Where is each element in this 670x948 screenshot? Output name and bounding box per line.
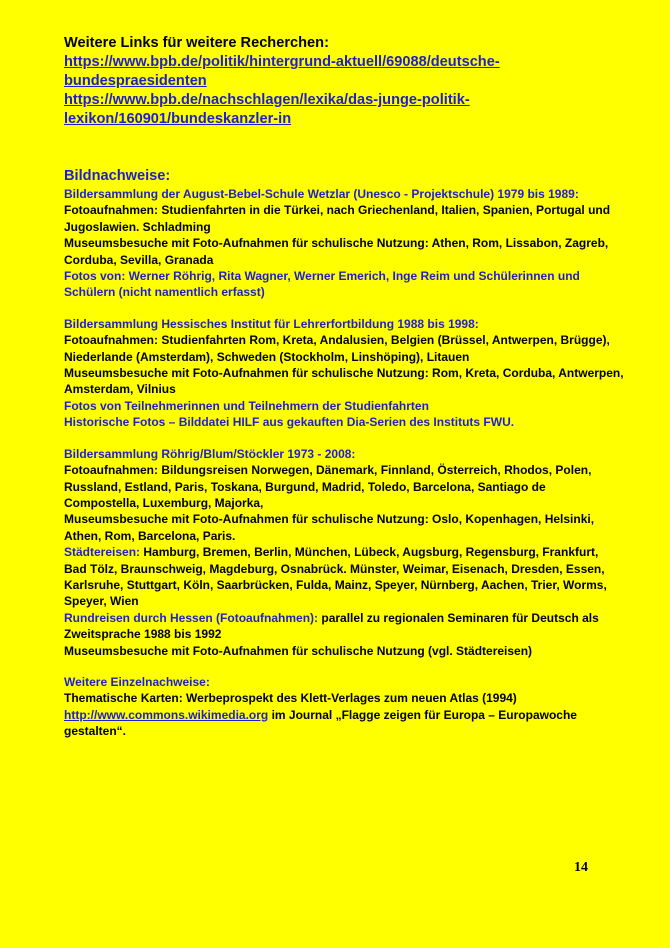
credits-paragraph [64,268,624,301]
link-line: lexikon/160901/bundeskanzler-in [64,111,292,127]
links-section [64,34,624,129]
credits-label: Städtereisen: [64,545,141,560]
credits-block-wetzlar [64,186,624,301]
credits-text: parallel zu regionalen Seminaren für Deutsch als Zweitsprache 1988 bis 1992 [64,610,599,642]
page-number: 14 [574,860,588,875]
credits-label: Rundreisen durch Hessen (Fotoaufnahmen): [64,610,319,625]
document-page [64,34,624,740]
credits-label: Fotos von: [64,269,126,284]
credits-paragraph [64,707,624,740]
credits-block-title: Bildersammlung Hessisches Institut für Lehrerfortbildung 1988 bis 1998: [64,316,479,331]
credits-block-further [64,674,624,740]
credits-paragraph: Fotoaufnahmen: Studienfahrten Rom, Kreta, Andalusien, Belgien (Brüssel, Antwerpen, Brügge), Niederlande (Amsterdam), Schweden (Stockholm, Linshöping), Litauen [64,333,610,364]
credits-block-roehrig [64,446,624,659]
credits-paragraph [64,610,624,643]
credits-text: Hamburg, Bremen, Berlin, München, Lübeck, Augsburg, Regensburg, Frankfurt, Bad Tölz, Braunschweig, Magdeburg, Osnabrück. Münster, Weimar, Eisenach, Dresden, Essen, Karlsruhe, Stuttgart, Köln, Saarbrücken, Fulda, Mainz, Speyer, Nürnberg, Aachen, Trier, Worms, Speyer, Wien [64,545,607,609]
credits-block-title: Bildersammlung der August-Bebel-Schule Wetzlar (Unesco - Projektschule) 1979 bis 1989: [64,187,579,201]
credits-text: im Journal „Flagge zeigen für Europa – Europawoche gestalten“. [64,707,577,739]
credits-names: Werner Röhrig, Rita Wagner, Werner Emerich, Inge Reim und Schülerinnen und Schülern (nicht namentlich erfasst) [64,269,580,300]
link-line: bundespraesidenten [64,73,207,89]
credits-paragraph: Museumsbesuche mit Foto-Aufnahmen für schulische Nutzung: Oslo, Kopenhagen, Helsinki, Athen, Rom, Barcelona, Paris. [64,512,595,543]
bpb-bundeskanzler-link[interactable] [64,91,624,129]
credits-heading: Bildnachweise: [64,168,171,184]
wikimedia-commons-link[interactable]: http://www.commons.wikimedia.org [64,707,269,722]
credits-paragraph: Historische Fotos – Bilddatei HILF aus gekauften Dia-Serien des Instituts FWU. [64,415,515,430]
credits-paragraph: Fotoaufnahmen: Studienfahrten in die Türkei, nach Griechenland, Italien, Spanien, Portugal und Jugoslawien. Schladming [64,203,611,234]
credits-paragraph: Fotos von Teilnehmerinnen und Teilnehmern der Studienfahrten [64,398,429,413]
link-line: https://www.bpb.de/politik/hintergrund-aktuell/69088/deutsche- [64,54,500,70]
bpb-bundespraesidenten-link[interactable] [64,53,624,91]
credits-block-hilf [64,316,624,431]
credits-paragraph: Thematische Karten: Werbeprospekt des Klett-Verlages zum neuen Atlas (1994) [64,691,517,706]
credits-block-title: Weitere Einzelnachweise: [64,674,210,689]
credits-block-title: Bildersammlung Röhrig/Blum/Stöckler 1973 - 2008: [64,446,356,461]
credits-paragraph: Museumsbesuche mit Foto-Aufnahmen für schulische Nutzung (vgl. Städtereisen) [64,643,533,658]
credits-paragraph: Museumsbesuche mit Foto-Aufnahmen für schulische Nutzung: Athen, Rom, Lissabon, Zagreb, Corduba, Sevilla, Granada [64,236,609,267]
credits-paragraph [64,544,624,610]
image-credits-section [64,167,624,740]
links-title: Weitere Links für weitere Recherchen: [64,35,329,51]
credits-paragraph: Fotoaufnahmen: Bildungsreisen Norwegen, Dänemark, Finnland, Österreich, Rhodos, Polen, Russland, Estland, Paris, Toskana, Burgund, Madrid, Toledo, Barcelona, Santiago de Compostella, Luxemburg, Majorka, [64,463,592,510]
link-line: https://www.bpb.de/nachschlagen/lexika/das-junge-politik- [64,92,470,108]
credits-paragraph: Museumsbesuche mit Foto-Aufnahmen für schulische Nutzung: Rom, Kreta, Corduba, Antwerpen, Amsterdam, Vilnius [64,366,624,397]
